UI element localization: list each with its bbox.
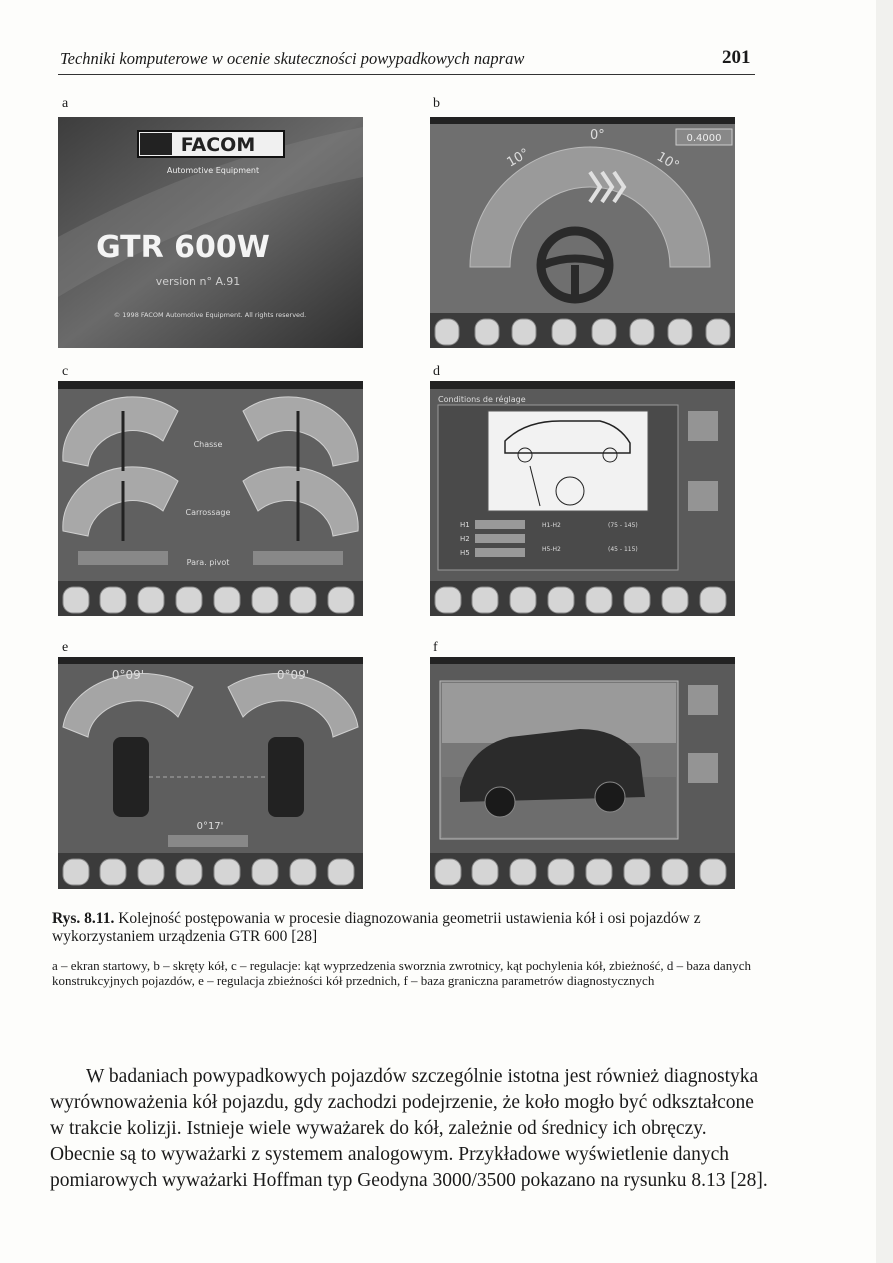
vehicle-diagram [488,411,648,511]
svg-text:H1-H2: H1-H2 [542,522,561,529]
car-icon [688,753,718,783]
figure-title: Kolejność postępowania w procesie diagnozowania geometrii ustawienia kół i osi pojazdów z wykorzystaniem urządzenia GTR 600 [28] [52,910,701,945]
svg-text:0°09': 0°09' [276,668,310,682]
panel-label-c: c [62,364,69,379]
header-rule [58,74,755,75]
svg-text:0.4000: 0.4000 [686,133,722,144]
page-edge-shadow [876,0,893,1263]
svg-text:Para. pivot: Para. pivot [186,558,230,567]
svg-text:Carrossage: Carrossage [185,508,231,517]
vehicle-icon [688,685,718,715]
screenshot-adjustments [58,381,363,616]
figure-caption [52,910,762,946]
car-icon [688,481,718,511]
svg-text:Conditions de réglage: Conditions de réglage [438,395,526,404]
right-tyre-icon [268,737,304,817]
facom-brand: FACOM [180,134,256,156]
model-title: GTR 600W [96,230,270,265]
svg-text:10°: 10° [654,149,682,174]
svg-text:H2: H2 [460,535,470,543]
svg-text:H1: H1 [460,521,470,529]
screenshot-start-screen [58,117,363,348]
screenshot-toe-adjustment [58,657,363,889]
page-number: 201 [722,47,751,68]
panel-label-b: b [433,96,440,111]
body-paragraph: W badaniach powypadkowych pojazdów szczególnie istotna jest również diagnostyka wyrównoważenia kół pojazdu, gdy zachodzi podejrzenie, że koło mogło być odkształcone w trakcie kolizji. Istnieje wiele wyważarek do kół, zależnie od średnicy ich obręczy. Obecnie są to wyważarki z systemem analogowym. Przykładowe wyświetlenie danych pomiarowych wyważarki Hoffman typ Geodyna 3000/3500 pokazano na rysunku 8.13 [28]. [50,1066,768,1191]
svg-text:0°17': 0°17' [196,821,224,832]
svg-text:H5: H5 [460,549,470,557]
svg-text:version n° A.91: version n° A.91 [155,275,241,288]
svg-text:0°: 0° [590,128,605,143]
vehicle-icon [688,411,718,441]
screenshot-parameter-database [430,657,735,889]
svg-text:Automotive Equipment: Automotive Equipment [166,166,260,175]
figure-legend: a – ekran startowy, b – skręty kół, c – regulacje: kąt wyprzedzenia sworznia zwrotnicy, kąt pochylenia kół, zbieżność, d – baza danych konstrukcyjnych pojazdów, e – regulacja zbieżności kół przednich, f – baza graniczna parametrów diagnostycznych [52,958,751,988]
running-header-title: Techniki komputerowe w ocenie skuteczności powypadkowych napraw [60,49,525,68]
figure-label: Rys. 8.11. [52,910,115,927]
screenshot-vehicle-database [430,381,735,616]
panel-label-a: a [62,96,69,111]
panel-label-e: e [62,640,69,655]
svg-text:Chasse: Chasse [193,440,223,449]
panel-label-d: d [433,364,440,379]
screenshot-wheel-turns [430,117,735,348]
svg-text:(45 - 115): (45 - 115) [608,546,638,553]
left-tyre-icon [113,737,149,817]
svg-text:© 1998 FACOM Automotive Equipm: © 1998 FACOM Automotive Equipment. All rights reserved. [113,311,307,319]
svg-text:10°: 10° [504,145,532,171]
panel-label-f: f [433,640,438,655]
svg-text:0°09': 0°09' [111,668,145,682]
svg-text:H5-H2: H5-H2 [542,546,561,553]
svg-text:(75 - 145): (75 - 145) [608,522,638,529]
